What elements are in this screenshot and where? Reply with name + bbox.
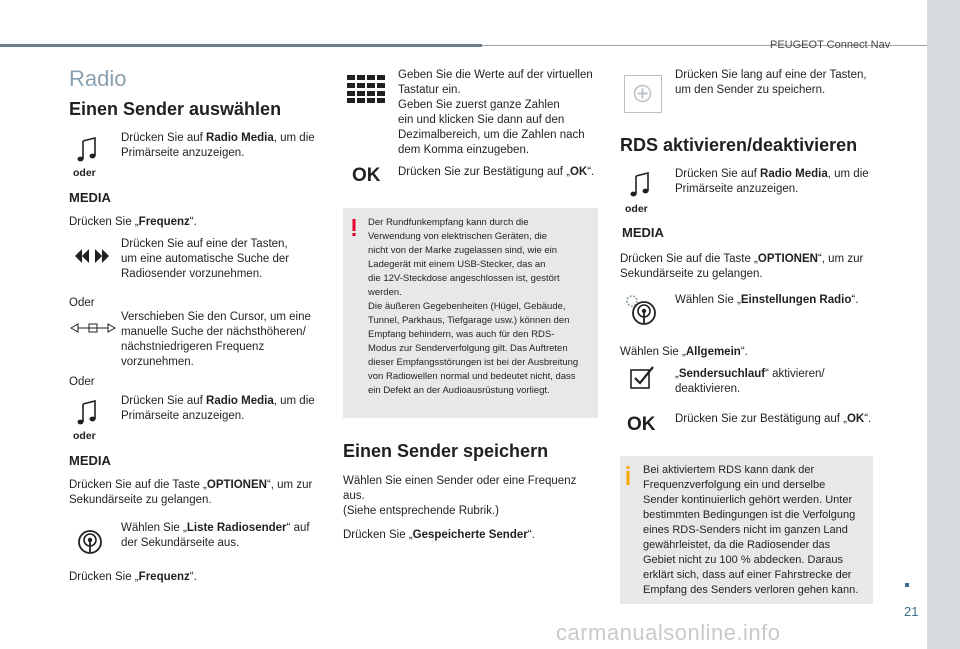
page-sidebar — [927, 0, 960, 649]
add-preset-icon[interactable] — [624, 75, 662, 113]
warning-note-line: werden. — [368, 287, 402, 298]
media-button-label[interactable]: MEDIA — [69, 453, 111, 468]
ok-button-label[interactable]: OK — [352, 165, 381, 186]
instruction-radio-media-1: Drücken Sie auf Radio Media, um die Primärseite anzuzeigen. — [121, 132, 315, 159]
warning-note-line: dieser Empfangsstörungen ist bei der Ausbreitung — [368, 357, 579, 368]
info-note-text — [643, 463, 869, 598]
instruction-station-search: „Sendersuchlauf“ aktivieren/ deaktivieren. — [675, 368, 825, 395]
instruction-cursor: Verschieben Sie den Cursor, um eine manuelle Suche der nächsthöheren/ nächstniedrigeren Frequenz vorzunehmen. — [121, 311, 311, 368]
instruction-long-press: Drücken Sie lang auf eine der Tasten, um den Sender zu speichern. — [675, 69, 867, 96]
radio-settings-icon — [624, 293, 660, 334]
ok-button-label[interactable]: OK — [627, 414, 656, 435]
icon-oder-label: oder — [625, 203, 648, 215]
warning-note-line: Die äußeren Gegebenheiten (Hügel, Gebäude, — [368, 301, 566, 312]
warning-note-line: Der Rundfunkempfang kann durch die — [368, 217, 529, 228]
instruction-confirm-ok: Drücken Sie zur Bestätigung auf „OK“. — [398, 166, 595, 178]
section-title-rds: RDS aktivieren/deaktivieren — [620, 135, 858, 155]
instruction-confirm-ok-rds: Drücken Sie zur Bestätigung auf „OK“. — [675, 413, 872, 425]
warning-note-line: Tunnel, Parkhaus, Tiefgarage usw.) können den — [368, 315, 570, 326]
section-title-save-station: Einen Sender speichern — [343, 441, 549, 461]
warning-note-line: ein Defekt an der Audioausrüstung vorliegt. — [368, 385, 550, 396]
warning-exclamation-icon — [351, 219, 357, 242]
oder-separator-2: Oder — [69, 376, 95, 388]
instruction-frequency-2: Drücken Sie „Frequenz“. — [69, 571, 197, 583]
media-button-label[interactable]: MEDIA — [622, 225, 664, 240]
seek-buttons-icon[interactable] — [72, 249, 112, 268]
continue-marker — [905, 583, 909, 587]
instruction-frequency-1: Drücken Sie „Frequenz“. — [69, 216, 197, 228]
oder-separator-1: Oder — [69, 297, 95, 309]
warning-note-text — [368, 216, 594, 398]
instruction-saved-stations: Drücken Sie „Gespeicherte Sender“. — [343, 529, 535, 541]
warning-note-line: die 12V-Steckdose angeschlossen ist, gestört — [368, 273, 560, 284]
info-note-line: eines RDS-Senders nicht im ganzen Land — [643, 524, 848, 536]
music-note-icon — [630, 172, 652, 203]
instruction-options-rds: Drücken Sie auf die Taste „OPTIONEN“, um zur Sekundärseite zu gelangen. — [620, 253, 864, 280]
info-note-line: Bei aktiviertem RDS kann dank der — [643, 464, 815, 476]
icon-oder-label: oder — [73, 430, 96, 442]
music-note-icon — [77, 400, 99, 431]
info-note-line: Gebiet nicht zu 100 % abdecken. Daraus — [643, 554, 843, 566]
section-title-select-station: Einen Sender auswählen — [69, 99, 282, 119]
radio-antenna-icon — [76, 528, 104, 561]
warning-note-line: nicht von der Marke zugelassen sind, wie ein — [368, 245, 558, 256]
frequency-slider-icon[interactable] — [70, 320, 116, 338]
music-note-icon — [77, 137, 99, 168]
header-rule-dark — [0, 44, 482, 47]
page-number: 21 — [904, 604, 919, 619]
instruction-radio-settings: Wählen Sie „Einstellungen Radio“. — [675, 294, 859, 306]
info-note-line: Empfang des Senders verloren gehen kann. — [643, 584, 859, 596]
instruction-options: Drücken Sie auf die Taste „OPTIONEN“, um zur Sekundärseite zu gelangen. — [69, 479, 313, 506]
instruction-radio-media-2: Drücken Sie auf Radio Media, um die Primärseite anzuzeigen. — [121, 395, 315, 422]
instruction-station-list: Wählen Sie „Liste Radiosender“ auf der Sekundärseite aus. — [121, 522, 310, 549]
warning-note-line: Verwendung von elektrischen Geräten, die — [368, 231, 548, 242]
checkbox-checked-icon[interactable] — [630, 365, 656, 394]
virtual-keyboard-icon[interactable] — [347, 75, 385, 108]
info-icon — [626, 466, 629, 486]
watermark: carmanualsonline.info — [556, 620, 781, 645]
info-note-line: Frequenzverfolgung ein und derselbe — [643, 479, 826, 491]
info-note-line: gewährleistet, da die Radiosender das — [643, 539, 831, 551]
info-note-line: Sender kontinuierlich gehört werden. Unter — [643, 494, 853, 506]
instruction-select-station: Wählen Sie einen Sender oder eine Frequenz aus. (Siehe entsprechende Rubrik.) — [343, 475, 577, 517]
instruction-virtual-keyboard: Geben Sie die Werte auf der virtuellen Tastatur ein. Geben Sie zuerst ganze Zahlen ein und klicken Sie dann auf den Dezimalbereich, um die Zahlen nach dem Komma einzugeben. — [398, 69, 593, 156]
icon-oder-label: oder — [73, 167, 96, 179]
instruction-radio-media-3: Drücken Sie auf Radio Media, um die Primärseite anzuzeigen. — [675, 168, 869, 195]
warning-note-line: von Radiowellen normal und bedeutet nicht, dass — [368, 371, 576, 382]
info-note-line: erklärt sich, dass auf einer Fahrstrecke der — [643, 569, 852, 581]
warning-note-line: Modus zur Senderverfolgung gilt. Das Auftreten — [368, 343, 568, 354]
warning-note-line: Ladegerät mit einem USB-Stecker, das an — [368, 259, 546, 270]
chapter-title: Radio — [69, 66, 127, 91]
instruction-general: Wählen Sie „Allgemein“. — [620, 346, 748, 358]
info-note-line: bestimmten Bedingungen ist die Verfolgung — [643, 509, 856, 521]
instruction-seek: Drücken Sie auf eine der Tasten, um eine automatische Suche der Radiosender vorzunehmen. — [121, 238, 290, 280]
warning-note-line: Empfang behindern, was auch für den RDS- — [368, 329, 555, 340]
header-title: PEUGEOT Connect Nav — [770, 39, 891, 51]
media-button-label[interactable]: MEDIA — [69, 190, 111, 205]
